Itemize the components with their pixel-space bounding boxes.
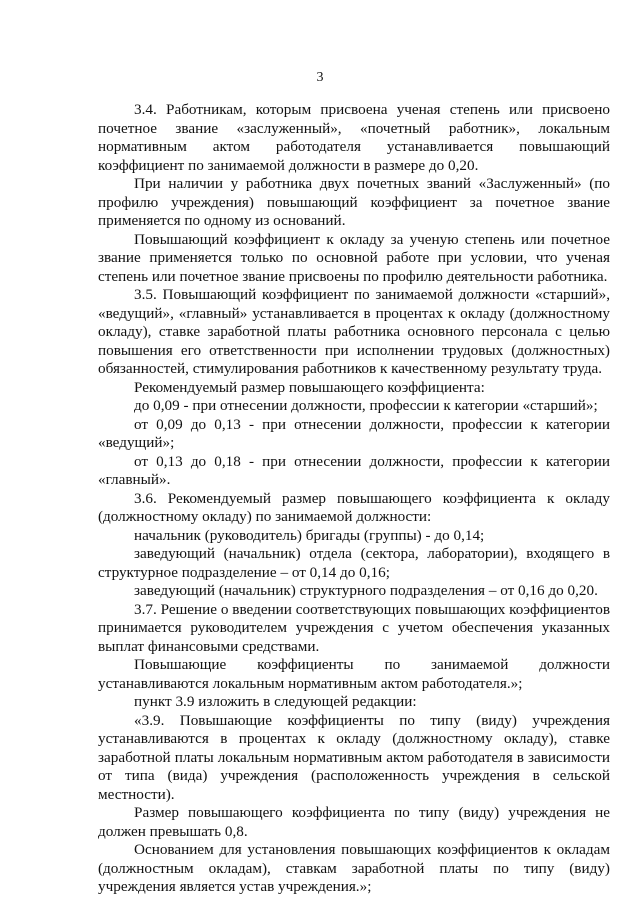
paragraph-clause-3-9-intro: пункт 3.9 изложить в следующей редакции: <box>134 693 417 710</box>
paragraph-3-7: 3.7. Решение о введении соответствующих повышающих коэффициентов принимается руководителем учреждения с учетом обеспечения указанных выплат финансовыми средствами. <box>98 600 610 655</box>
paragraph-basis-charter: Основанием для установления повышающих коэффициентов к окладам (должностным окладам), ставкам заработной платы по типу (виду) учреждения является устав учреждения.»; <box>98 841 610 895</box>
page-number: 3 <box>316 70 324 85</box>
paragraph-two-titles: При наличии у работника двух почетных званий «Заслуженный» (по профилю учреждения) повышающий коэффициент за почетное звание применяется по одному из оснований. <box>98 175 610 229</box>
paragraph-3-6: 3.6. Рекомендуемый размер повышающего коэффициента к окладу (должностному окладу) по занимаемой должности: <box>98 489 610 525</box>
paragraph-recommended-size: Рекомендуемый размер повышающего коэффициента: <box>134 378 485 396</box>
paragraph-division-head: заведующий (начальник) структурного подразделения – от 0,16 до 0,20. <box>134 582 598 599</box>
paragraph-senior: до 0,09 - при отнесении должности, профессии к категории «старший»; <box>134 397 598 414</box>
paragraph-main-work: Повышающий коэффициент к окладу за ученую степень или почетное звание применяется только по основной работе при условии, что ученая степень или почетное звание присвоены по профилю деятельности работника. <box>98 230 610 285</box>
paragraph-3-5: 3.5. Повышающий коэффициент по занимаемой должности «старший», «ведущий», «главный» устанавливается в процентах к окладу (должностному окладу), ставке заработной платы работника основного персонала с целью повышения его ответственности при исполнении трудовых (должностных) обязанностей, стимулирования работников к качественному результату труда. <box>98 286 610 377</box>
paragraph-leading: от 0,09 до 0,13 - при отнесении должности, профессии к категории «ведущий»; <box>98 415 610 451</box>
paragraph-3-9: «3.9. Повышающие коэффициенты по типу (виду) учреждения устанавливаются в процентах к окладу (должностному окладу), ставке заработной платы локальным нормативным актом работодателя в зависимости от типа (вида) учреждения (расположенность учреждения в сельской местности). <box>98 711 610 803</box>
document-body <box>98 101 610 897</box>
paragraph-department-head: заведующий (начальник) отдела (сектора, лаборатории), входящего в структурное подразделение – от 0,14 до 0,16; <box>98 545 610 581</box>
paragraph-brigade-head: начальник (руководитель) бригады (группы) - до 0,14; <box>134 526 485 544</box>
paragraph-3-4: 3.4. Работникам, которым присвоена ученая степень или присвоено почетное звание «заслуженный», «почетный работник», локальным нормативным актом работодателя устанавливается повышающий коэффициент по занимаемой должности в размере до 0,20. <box>98 101 610 174</box>
paragraph-local-act: Повышающие коэффициенты по занимаемой должности устанавливаются локальным нормативным актом работодателя.»; <box>98 656 610 692</box>
paragraph-chief: от 0,13 до 0,18 - при отнесении должности, профессии к категории «главный». <box>98 452 610 488</box>
paragraph-max-coefficient: Размер повышающего коэффициента по типу (виду) учреждения не должен превышать 0,8. <box>98 804 610 840</box>
